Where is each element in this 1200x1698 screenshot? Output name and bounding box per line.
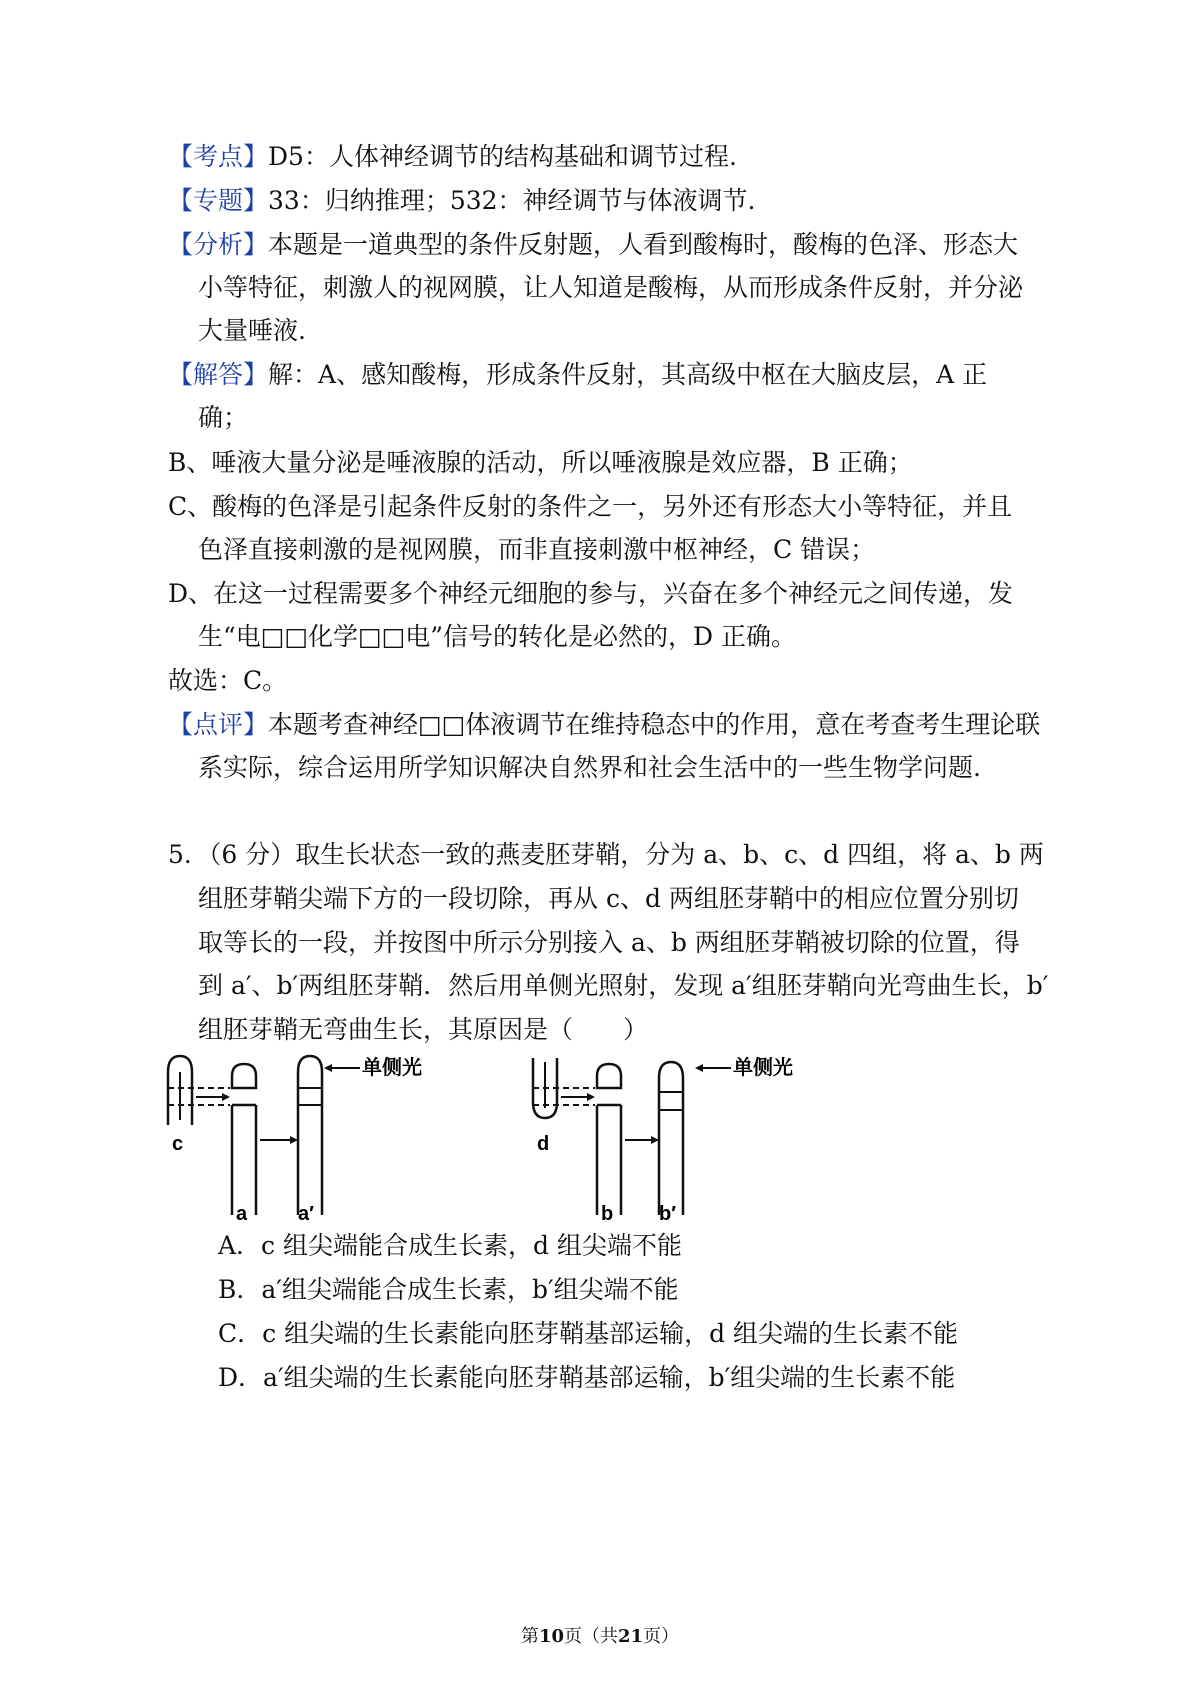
kaodian-line xyxy=(168,141,737,173)
footer-page: 10 xyxy=(538,1626,564,1647)
zhuanti-text: 33：归纳推理；532：神经调节与体液调节. xyxy=(268,186,756,215)
figure-right xyxy=(525,1050,845,1225)
footer-suffix: 页） xyxy=(643,1626,680,1647)
fenxi-tag: 【分析】 xyxy=(168,230,269,259)
answer-b: B、唾液大量分泌是唾液腺的活动，所以唾液腺是效应器，B 正确； xyxy=(168,448,913,477)
label-a-prime: a′ xyxy=(298,1203,314,1225)
light-label-left: 单侧光 xyxy=(362,1057,422,1079)
label-d: d xyxy=(537,1133,550,1155)
footer-total: 21 xyxy=(618,1626,644,1647)
label-c: c xyxy=(172,1133,184,1155)
footer-prefix: 第 xyxy=(520,1626,539,1647)
coleoptile-a-prime xyxy=(298,1056,322,1215)
fenxi-line1 xyxy=(168,229,1018,261)
label-a: a xyxy=(236,1203,248,1225)
answer-d-line1: D、在这一过程需要多个神经元细胞的参与，兴奋在多个神经元之间传递，发 xyxy=(168,579,1014,608)
page-footer xyxy=(0,1622,1200,1648)
label-b-prime: b′ xyxy=(659,1203,677,1225)
question-line1: 5．（6 分）取生长状态一致的燕麦胚芽鞘，分为 a、b、c、d 四组，将 a、b 两 xyxy=(168,840,1044,869)
option-b: B．a′组尖端能合成生长素，b′组尖端不能 xyxy=(218,1275,679,1304)
coleoptile-a xyxy=(232,1105,256,1215)
jieda-line1 xyxy=(168,359,987,391)
tip-a xyxy=(232,1064,256,1088)
zhuanti-tag: 【专题】 xyxy=(168,186,269,215)
dianping-tag: 【点评】 xyxy=(168,710,269,739)
footer-middle: 页（共 xyxy=(564,1626,618,1647)
answer-c-line2: 色泽直接刺激的是视网膜，而非直接刺激中枢神经，C 错误； xyxy=(198,535,876,564)
option-a: A．c 组尖端能合成生长素，d 组尖端不能 xyxy=(218,1231,682,1260)
question-line4: 到 a′、b′两组胚芽鞘．然后用单侧光照射，发现 a′组胚芽鞘向光弯曲生长，b′ xyxy=(198,971,1049,1000)
jieda-tag: 【解答】 xyxy=(168,360,269,389)
jieda-line2: 确； xyxy=(198,403,249,432)
tip-b xyxy=(597,1064,621,1088)
figure-left xyxy=(160,1050,460,1225)
question-line5: 组胚芽鞘无弯曲生长，其原因是（ ） xyxy=(198,1015,649,1044)
kaodian-text: D5：人体神经调节的结构基础和调节过程. xyxy=(268,142,737,171)
question-line3: 取等长的一段，并按图中所示分别接入 a、b 两组胚芽鞘被切除的位置，得 xyxy=(198,928,1020,957)
answer-c-line1: C、酸梅的色泽是引起条件反射的条件之一，另外还有形态大小等特征，并且 xyxy=(168,492,1013,521)
dianping-line1 xyxy=(168,709,1040,741)
answer-d-line2: 生“电□□化学□□电”信号的转化是必然的，D 正确。 xyxy=(198,622,797,651)
label-b: b xyxy=(601,1203,614,1225)
fenxi-line3: 大量唾液. xyxy=(198,316,306,345)
question-line2: 组胚芽鞘尖端下方的一段切除，再从 c、d 两组胚芽鞘中的相应位置分别切 xyxy=(198,884,1019,913)
option-c: C．c 组尖端的生长素能向胚芽鞘基部运输，d 组尖端的生长素不能 xyxy=(218,1319,959,1348)
fenxi-text1: 本题是一道典型的条件反射题，人看到酸梅时，酸梅的色泽、形态大 xyxy=(268,230,1019,259)
option-d: D．a′组尖端的生长素能向胚芽鞘基部运输，b′组尖端的生长素不能 xyxy=(218,1363,956,1392)
dianping-text1: 本题考查神经□□体液调节在维持稳态中的作用，意在考查考生理论联 xyxy=(268,710,1041,739)
fenxi-line2: 小等特征，刺激人的视网膜，让人知道是酸梅，从而形成条件反射，并分泌 xyxy=(198,273,1024,302)
zhuanti-line xyxy=(168,185,756,217)
coleoptile-b-prime xyxy=(659,1062,683,1215)
guxuan: 故选：C。 xyxy=(168,666,288,695)
kaodian-tag: 【考点】 xyxy=(168,142,269,171)
jieda-text1: 解：A、感知酸梅，形成条件反射，其高级中枢在大脑皮层，A 正 xyxy=(268,360,988,389)
dianping-line2: 系实际，综合运用所学知识解决自然界和社会生活中的一些生物学问题. xyxy=(198,753,981,782)
light-label-right: 单侧光 xyxy=(733,1057,793,1079)
coleoptile-b xyxy=(597,1105,621,1215)
